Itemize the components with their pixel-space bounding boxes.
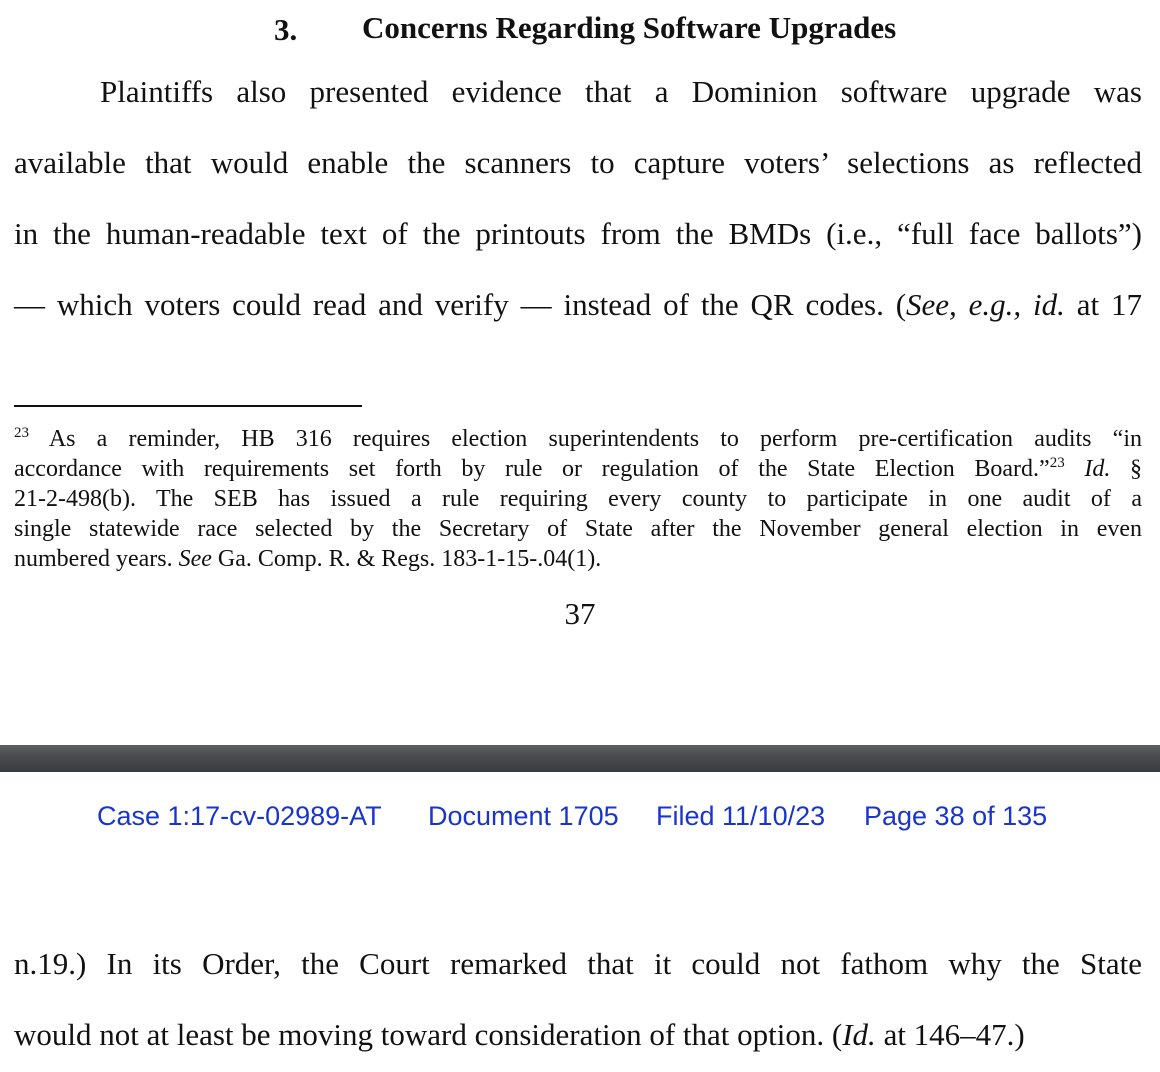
section-title: Concerns Regarding Software Upgrades bbox=[362, 10, 897, 45]
citation-id: Id. bbox=[842, 1017, 876, 1052]
section-heading bbox=[0, 6, 1160, 50]
paragraph-line: n.19.) In its Order, the Court remarked that it could not fathom why the State bbox=[14, 946, 1142, 981]
page-break-divider bbox=[0, 745, 1160, 772]
citation-signal: See bbox=[178, 546, 212, 572]
page-number: 37 bbox=[564, 596, 596, 631]
case-number: Case 1:17-cv-02989-AT bbox=[97, 801, 382, 831]
citation-signal: See, e.g., id. bbox=[906, 287, 1065, 322]
text-run: at 146–47.) bbox=[875, 1017, 1025, 1052]
text-run: As a reminder, HB 316 requires election superintendents to perform pre-certification audits “in bbox=[48, 426, 1142, 452]
section-number: 3. bbox=[274, 12, 298, 47]
paragraph-line bbox=[14, 1015, 1142, 1055]
text-run: accordance with requirements set forth by rule or regulation of the State Election Board.” bbox=[14, 456, 1050, 482]
case-filing-header bbox=[0, 798, 1160, 834]
page-count: Page 38 of 135 bbox=[864, 801, 1048, 831]
paragraph-line bbox=[14, 285, 1142, 325]
filed-date: Filed 11/10/23 bbox=[656, 801, 826, 831]
footnote-line bbox=[14, 454, 1142, 484]
paragraph-line: in the human-readable text of the printouts from the BMDs (i.e., “full face ballots”) bbox=[14, 216, 1142, 251]
paragraph-line: Plaintiffs also presented evidence that a Dominion software upgrade was bbox=[100, 74, 1142, 109]
footnote-line bbox=[14, 544, 1142, 574]
footnote-line: single statewide race selected by the Secretary of State after the November general election in even bbox=[14, 516, 1142, 542]
footnote-marker: 23 bbox=[14, 425, 29, 441]
document-number: Document 1705 bbox=[428, 801, 619, 831]
footnote-separator bbox=[14, 405, 362, 407]
footnote-line bbox=[14, 424, 1142, 454]
citation-id: Id. bbox=[1084, 456, 1111, 482]
text-run: numbered years. bbox=[14, 546, 179, 572]
text-run: — which voters could read and verify — instead of the QR codes. ( bbox=[14, 287, 907, 322]
footnote-line: 21-2-498(b). The SEB has issued a rule requiring every county to participate in one audit of a bbox=[14, 486, 1142, 512]
text-run: would not at least be moving toward consideration of that option. ( bbox=[14, 1017, 843, 1052]
text-run: at 17 bbox=[1064, 287, 1143, 322]
text-run: Ga. Comp. R. & Regs. 183-1-15-.04(1). bbox=[211, 546, 602, 572]
paragraph-line: available that would enable the scanners to capture voters’ selections as reflected bbox=[14, 145, 1142, 180]
text-run: § bbox=[1110, 456, 1143, 482]
footnote-reference: 23 bbox=[1049, 455, 1065, 471]
